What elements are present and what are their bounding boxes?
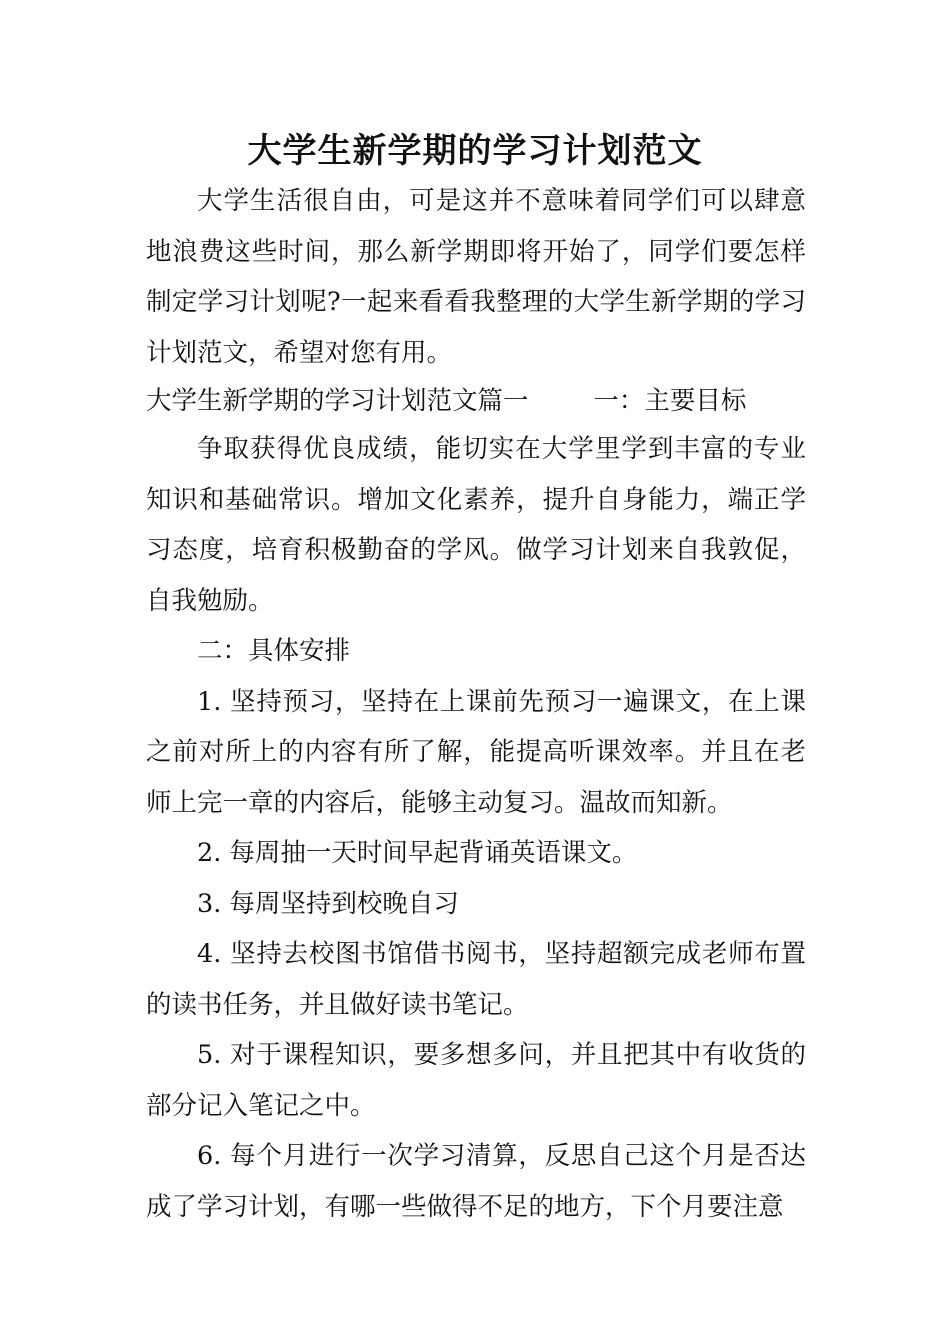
document-body bbox=[146, 176, 806, 1232]
list-item: 1. 坚持预习，坚持在上课前先预习一遍课文，在上课之前对所上的内容有所了解，能提高听课效率。并且在老师上完一章的内容后，能够主动复习。温故而知新。 bbox=[146, 686, 806, 818]
list-item: 4. 坚持去校图书馆借书阅书，坚持超额完成老师布置的读书任务，并且做好读书笔记。 bbox=[146, 939, 806, 1020]
document-title: 大学生新学期的学习计划范文 bbox=[247, 131, 703, 171]
list-item: 5. 对于课程知识，要多想多问，并且把其中有收货的部分记入笔记之中。 bbox=[146, 1040, 806, 1121]
list-item: 3. 每周坚持到校晚自习 bbox=[197, 888, 459, 919]
list-item: 2. 每周抽一天时间早起背诵英语课文。 bbox=[197, 838, 638, 868]
goal-paragraph: 争取获得优良成绩，能切实在大学里学到丰富的专业知识和基础常识。增加文化素养，提升自身能力，端正学习态度，培育积极勤奋的学风。做学习计划来自我敦促，自我勉励。 bbox=[146, 434, 806, 616]
section-heading: 大学生新学期的学习计划范文篇一 一：主要目标 bbox=[146, 386, 747, 416]
intro-paragraph: 大学生活很自由，可是这并不意味着同学们可以肆意地浪费这些时间，那么新学期即将开始了，同学们要怎样制定学习计划呢?一起来看看我整理的大学生新学期的学习计划范文，希望对您有用。 bbox=[146, 186, 806, 368]
list-item: 6. 每个月进行一次学习清算，反思自己这个月是否达成了学习计划，有哪一些做得不足的地方，下个月要注意 bbox=[146, 1141, 806, 1222]
arrangement-heading: 二：具体安排 bbox=[197, 636, 351, 666]
